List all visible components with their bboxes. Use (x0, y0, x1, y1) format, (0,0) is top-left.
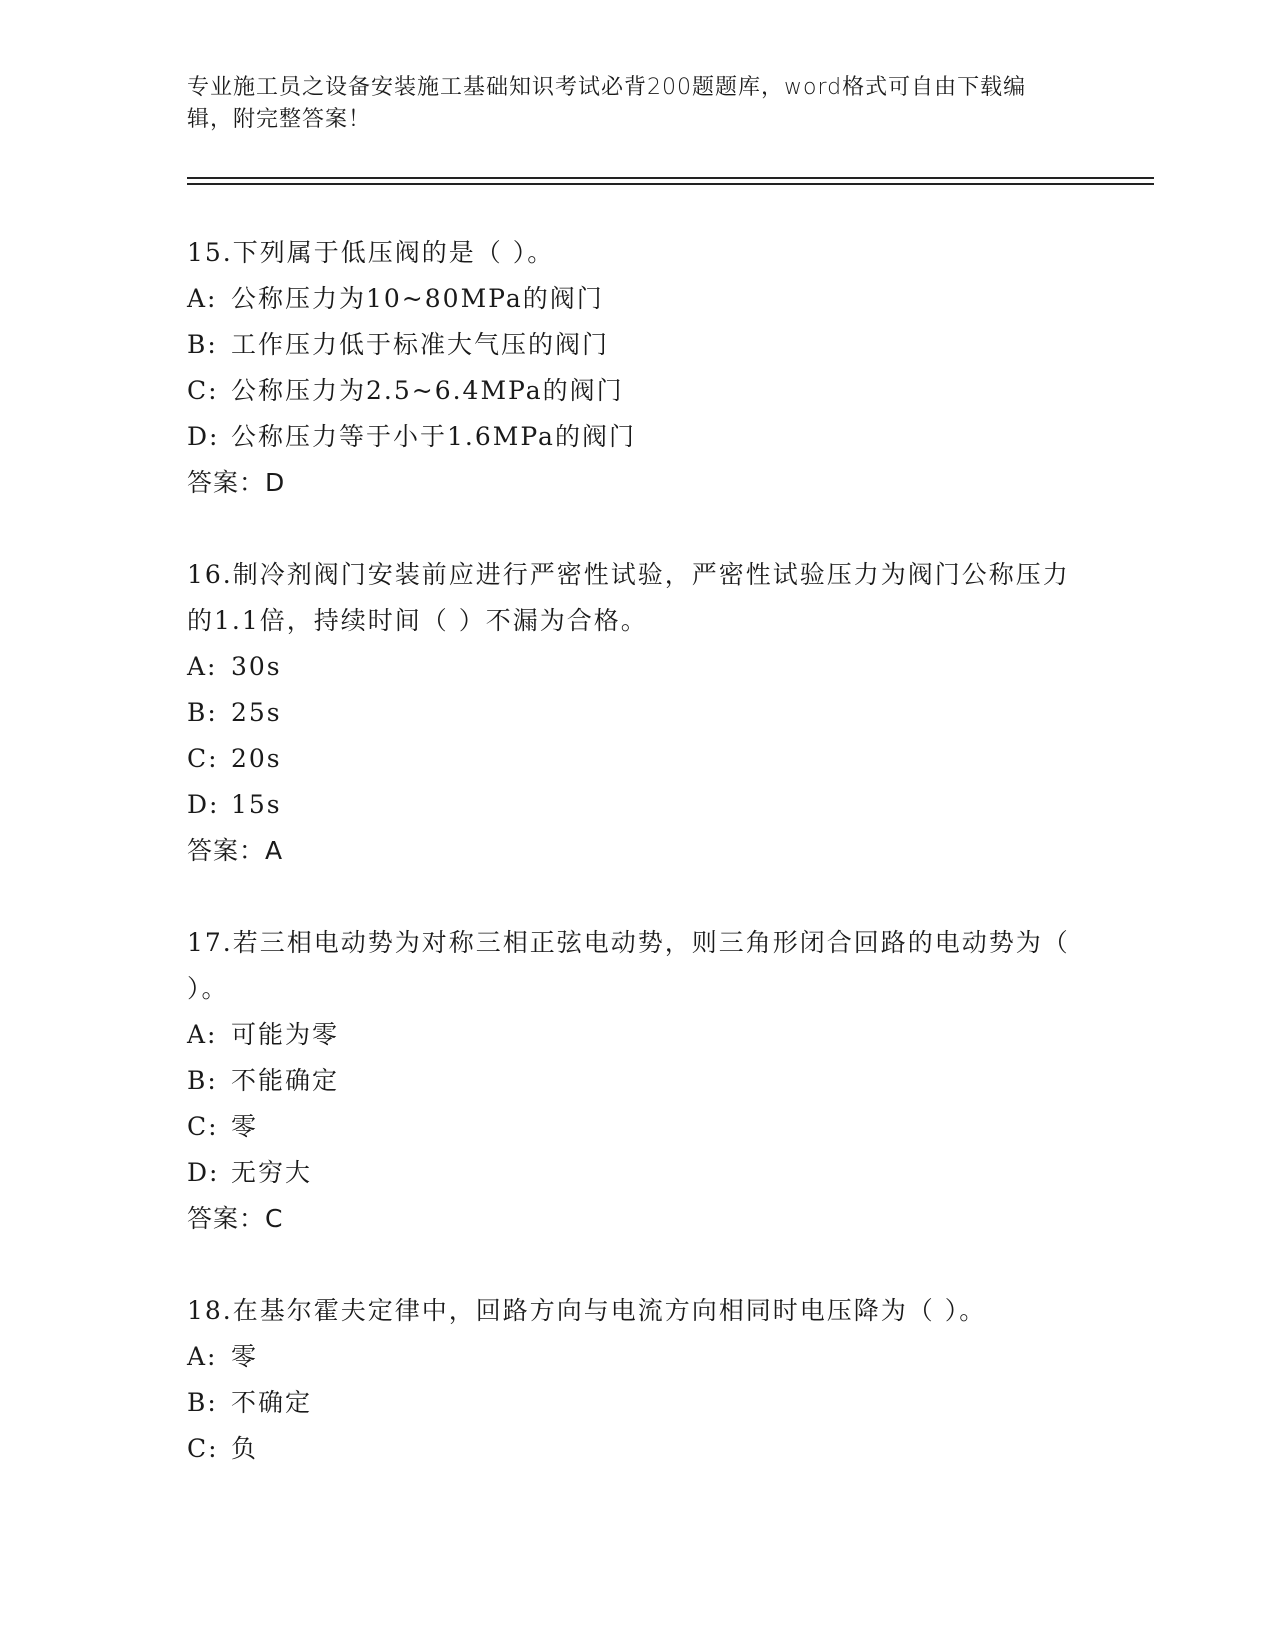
option-text: 30s (231, 652, 282, 681)
option-letter: B: (187, 698, 218, 727)
option-text: 公称压力为2.5~6.4MPa的阀门 (231, 376, 624, 405)
option-text: 15s (231, 790, 282, 819)
question-18 (187, 1288, 1087, 1472)
document-header (187, 72, 1067, 136)
option-letter: C: (187, 376, 219, 405)
option-c (187, 368, 1087, 414)
option-text: 工作压力低于标准大气压的阀门 (231, 330, 610, 359)
option-text: 可能为零 (231, 1020, 340, 1049)
option-letter: C: (187, 1112, 219, 1141)
option-b (187, 322, 1087, 368)
option-text: 负 (231, 1434, 259, 1463)
option-text: 零 (231, 1112, 259, 1141)
answer-line: 答案：D (187, 468, 286, 497)
option-letter: B: (187, 1066, 218, 1095)
option-letter: A: (187, 652, 218, 681)
option-letter: D: (187, 790, 220, 819)
option-text: 20s (231, 744, 282, 773)
option-b (187, 1058, 1087, 1104)
option-text: 零 (231, 1342, 259, 1371)
option-a (187, 276, 1087, 322)
option-a (187, 1012, 1087, 1058)
option-letter: A: (187, 1342, 218, 1371)
option-b (187, 690, 1087, 736)
option-letter: A: (187, 284, 218, 313)
question-17 (187, 920, 1087, 1242)
option-d (187, 782, 1087, 828)
option-b (187, 1380, 1087, 1426)
answer-line: 答案：A (187, 836, 284, 865)
question-stem: 16.制冷剂阀门安装前应进行严密性试验，严密性试验压力为阀门公称压力的1.1倍，持续时间（ ）不漏为合格。 (187, 560, 1070, 635)
option-d (187, 1150, 1087, 1196)
question-list (187, 230, 1087, 1518)
answer-line: 答案：C (187, 1204, 284, 1233)
option-d (187, 414, 1087, 460)
question-16 (187, 552, 1087, 874)
option-c (187, 1104, 1087, 1150)
header-divider-top (187, 177, 1154, 179)
header-divider-bottom (187, 183, 1154, 185)
option-letter: C: (187, 744, 219, 773)
option-text: 25s (231, 698, 282, 727)
question-stem: 17.若三相电动势为对称三相正弦电动势，则三角形闭合回路的电动势为（ ）。 (187, 928, 1070, 1003)
option-text: 无穷大 (231, 1158, 313, 1187)
question-15 (187, 230, 1087, 506)
option-letter: B: (187, 1388, 218, 1417)
option-a (187, 1334, 1087, 1380)
option-letter: D: (187, 422, 220, 451)
option-text: 公称压力等于小于1.6MPa的阀门 (231, 422, 636, 451)
option-text: 公称压力为10~80MPa的阀门 (231, 284, 604, 313)
question-stem: 15.下列属于低压阀的是（ ）。 (187, 238, 555, 267)
option-letter: B: (187, 330, 218, 359)
option-text: 不确定 (231, 1388, 313, 1417)
header-title: 专业施工员之设备安装施工基础知识考试必背200题题库，word格式可自由下载编辑，附完整答案！ (187, 75, 1027, 132)
question-stem: 18.在基尔霍夫定律中，回路方向与电流方向相同时电压降为（ ）。 (187, 1296, 987, 1325)
option-letter: A: (187, 1020, 218, 1049)
option-a (187, 644, 1087, 690)
option-c (187, 736, 1087, 782)
option-c (187, 1426, 1087, 1472)
option-letter: C: (187, 1434, 219, 1463)
option-letter: D: (187, 1158, 220, 1187)
option-text: 不能确定 (231, 1066, 340, 1095)
